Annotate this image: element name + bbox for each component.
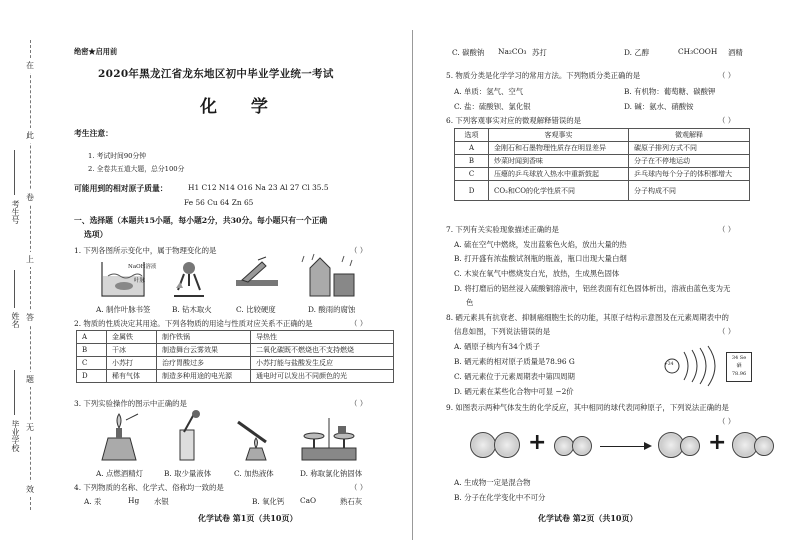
q4-c-formula: Na₂CO₃ [498, 47, 527, 56]
atom-ball [680, 436, 700, 456]
q6-table [454, 128, 750, 201]
side-char: 效 [26, 482, 34, 497]
q4-b-common: 熟石灰 [340, 497, 363, 506]
name-label: 姓名 [11, 312, 20, 328]
question-8-line2: 信息如图，下列说法错误的是 [454, 327, 551, 336]
table-cell: 制造多种用途的电光源 [157, 370, 251, 383]
table-cell: D [77, 370, 107, 383]
q4-b-name: B. 氧化钙 [252, 497, 285, 506]
side-char: 上 [26, 252, 34, 267]
table-cell: 导热性 [251, 331, 394, 344]
leaf-label: 叶脉 [134, 278, 146, 284]
answer-paren: （ ） [718, 225, 736, 234]
atomic-label: 可能用到的相对原子质量： [74, 184, 168, 193]
answer-paren: （ ） [350, 246, 368, 255]
acid-rain-figure [300, 252, 360, 300]
table-row [455, 168, 750, 181]
question-3: 3. 下列实验操作的图示中正确的是 [74, 399, 187, 408]
periodic-table-cell [726, 352, 752, 382]
q4-d-name: D. 乙醇 [624, 48, 650, 57]
answer-paren: （ ） [350, 399, 368, 408]
answer-paren: （ ） [350, 483, 368, 492]
side-char: 题 [26, 372, 34, 387]
q4-d-common: 酒精 [728, 48, 743, 57]
q9-option-b: B. 分子在化学变化中不可分 [454, 493, 546, 502]
table-header [455, 129, 750, 142]
section-1-heading: 一、选择题（本题共15小题，每小题2分，共30分。每小题只有一个正确 [74, 216, 328, 225]
question-2: 2. 物质的性质决定其用途。下列各物质的用途与性质对应关系不正确的是 [74, 319, 313, 328]
atom-ball [470, 432, 496, 458]
table-row [77, 331, 394, 344]
q5-option-c: C. 盐：硫酸钡、氯化银 [454, 102, 531, 111]
naoh-label: NaOH溶液 [128, 264, 157, 270]
q1-option-a: A. 制作叶脉书签 [96, 305, 151, 314]
section-1-heading-2: 选项） [84, 230, 108, 239]
plus-sign: + [708, 430, 727, 455]
table-row [455, 155, 750, 168]
table-cell: 二氧化碳既不燃烧也不支持燃烧 [251, 344, 394, 357]
left-footer: 化学试卷 第1页（共10页） [198, 513, 298, 523]
table-cell: 干冰 [107, 344, 157, 357]
q4-d-formula: CH₃COOH [678, 47, 718, 56]
table-cell: 微观解释 [629, 129, 750, 142]
notice-2: 2. 全卷共五道大题，总分100分 [88, 165, 185, 173]
table-cell: D [455, 181, 489, 201]
q5-option-d: D. 碱：氨水、硝酸铵 [624, 102, 694, 111]
q7-option-d: D. 将打磨后的铝丝浸入硫酸铜溶液中，铝丝表面有红色固体析出，溶液由蓝色变为无 [454, 284, 731, 293]
table-cell: 小苏打能与盐酸发生反应 [251, 357, 394, 370]
school-line [14, 370, 15, 415]
question-8: 8. 硒元素具有抗衰老、抑制癌细胞生长的功能，其原子结构示意图及在元素周期表中的 [446, 313, 729, 322]
answer-paren: （ ） [718, 71, 736, 80]
q4-c-name: C. 碳酸钠 [452, 48, 485, 57]
table-cell: 选项 [455, 129, 489, 142]
q4-c-common: 苏打 [532, 48, 547, 57]
page-divider [412, 30, 413, 540]
table-row [77, 344, 394, 357]
answer-paren: （ ） [718, 116, 736, 125]
atomic-masses-2: Fe 56 Cu 64 Zn 65 [184, 198, 254, 207]
table-cell: B [77, 344, 107, 357]
hardness-figure [232, 254, 282, 300]
notice-1: 1. 考试时间90分钟 [88, 152, 147, 160]
plus-sign: + [528, 430, 547, 455]
table-cell: 金属铁 [107, 331, 157, 344]
q7-option-b: B. 打开盛有浓盐酸试剂瓶的瓶盖，瓶口出现大量白烟 [454, 254, 627, 263]
alcohol-lamp-figure [96, 412, 142, 464]
question-5: 5. 物质分类是化学学习的常用方法。下列物质分类正确的是 [446, 71, 641, 80]
q3-option-b: B. 取少量液体 [164, 469, 212, 478]
notice-title: 考生注意： [74, 129, 113, 138]
table-cell: 分子在不停地运动 [629, 155, 750, 168]
side-char: 在 [26, 58, 34, 73]
q7-option-a: A. 硫在空气中燃烧，发出蓝紫色火焰，放出大量的热 [454, 240, 627, 249]
table-cell: A [77, 331, 107, 344]
balance-figure [296, 408, 362, 464]
question-1: 1. 下列各图所示变化中，属于物理变化的是 [74, 246, 217, 255]
q5-option-a: A. 单质：氢气、空气 [454, 87, 524, 96]
q4-a-name: A. 汞 [84, 497, 102, 506]
table-cell: 炒菜时闻到香味 [489, 155, 629, 168]
table-cell: 治疗胃酸过多 [157, 357, 251, 370]
element-name: 硒 [736, 363, 742, 369]
atom-ball [494, 432, 520, 458]
dropper-figure [164, 410, 210, 464]
side-char: 卷 [26, 190, 34, 205]
atomic-masses-1: H1 C12 N14 O16 Na 23 Al 27 Cl 35.5 [188, 183, 329, 192]
exam-id-line [14, 150, 15, 195]
table-row [77, 370, 394, 383]
q7-option-c: C. 木炭在氧气中燃烧发白光，放热，生成黑色固体 [454, 269, 620, 278]
answer-paren: （ ） [718, 417, 736, 426]
q1-option-b: B. 钻木取火 [172, 305, 212, 314]
atom-ball [554, 436, 574, 456]
table-cell: 客观事实 [489, 129, 629, 142]
answer-paren: （ ） [350, 319, 368, 328]
element-symbol: 34 Se [731, 355, 747, 361]
q3-option-d: D. 称取氯化钠固体 [300, 469, 363, 478]
table-cell: 碳原子排列方式不同 [629, 142, 750, 155]
table-row [77, 357, 394, 370]
answer-paren: （ ） [718, 327, 736, 336]
exam-id-label: 考生号 [11, 200, 20, 224]
q3-option-c: C. 加热液体 [234, 469, 274, 478]
table-cell: 分子构成不同 [629, 181, 750, 201]
secret-mark: 绝密★启用前 [74, 47, 118, 56]
table-cell: 稀有气体 [107, 370, 157, 383]
question-4: 4. 下列物质的名称、化学式、俗称均一致的是 [74, 483, 224, 492]
q3-option-a: A. 点燃酒精灯 [96, 469, 143, 478]
side-char: 无 [26, 420, 34, 435]
side-char: 此 [26, 128, 34, 143]
q9-option-a: A. 生成物一定是混合物 [454, 478, 531, 487]
subject-title: 化 学 [200, 97, 282, 117]
element-mass: 78.96 [731, 371, 747, 377]
binding-strip [8, 40, 60, 540]
q4-b-formula: CaO [300, 496, 317, 505]
exam-title: 2020年黑龙江省龙东地区初中毕业学业统一考试 [98, 68, 334, 80]
table-cell: A [455, 142, 489, 155]
q8-option-c: C. 硒元素位于元素周期表中第四周期 [454, 372, 575, 381]
q7-option-d-tail: 色 [466, 298, 474, 307]
table-cell: C [455, 168, 489, 181]
table-cell: 制作铁锅 [157, 331, 251, 344]
q4-a-common: 水银 [154, 497, 169, 506]
table-cell: C [77, 357, 107, 370]
atom-ball [754, 436, 774, 456]
school-label: 毕业学校 [11, 420, 20, 452]
q1-option-c: C. 比较硬度 [236, 305, 276, 314]
q8-option-b: B. 硒元素的相对原子质量是78.96 G [454, 357, 575, 366]
table-cell: CO₂和CO的化学性质不同 [489, 181, 629, 201]
q8-option-d: D. 硒元素在某些化合物中可显 −2价 [454, 387, 574, 396]
q1-option-d: D. 酸雨的腐蚀 [308, 305, 356, 314]
table-row [455, 181, 750, 201]
atom-ball [572, 436, 592, 456]
drill-fire-figure [164, 258, 214, 300]
side-char: 答 [26, 310, 34, 325]
q4-a-formula: Hg [128, 496, 140, 505]
name-line [14, 270, 15, 308]
q5-option-b: B. 有机物：葡萄糖、碳酸钾 [624, 87, 716, 96]
reaction-arrow [600, 446, 646, 447]
table-cell: 压瘪的乒乓球放入热水中重新鼓起 [489, 168, 629, 181]
table-cell: 金刚石和石墨物理性质存在明显差异 [489, 142, 629, 155]
question-7: 7. 下列有关实验现象描述正确的是 [446, 225, 559, 234]
table-cell: 通电时可以发出不同颜色的光 [251, 370, 394, 383]
right-footer: 化学试卷 第2页（共10页） [538, 513, 638, 523]
question-9: 9. 如图表示两种气体发生的化学反应，其中相同的球代表同种原子，下列说法正确的是 [446, 403, 729, 412]
nucleus-label: +34 [664, 362, 674, 367]
cut-line [30, 40, 31, 510]
table-cell: 乒乓球内每个分子的体积都增大 [629, 168, 750, 181]
q8-option-a: A. 硒原子核内有34个质子 [454, 342, 540, 351]
q2-table [76, 330, 394, 383]
table-cell: 制造舞台云雾效果 [157, 344, 251, 357]
table-cell: 小苏打 [107, 357, 157, 370]
heat-liquid-figure [230, 412, 280, 464]
question-6: 6. 下列客观事实对应的微观解释错误的是 [446, 116, 582, 125]
table-cell: B [455, 155, 489, 168]
table-row [455, 142, 750, 155]
reaction-arrowhead [644, 442, 652, 450]
